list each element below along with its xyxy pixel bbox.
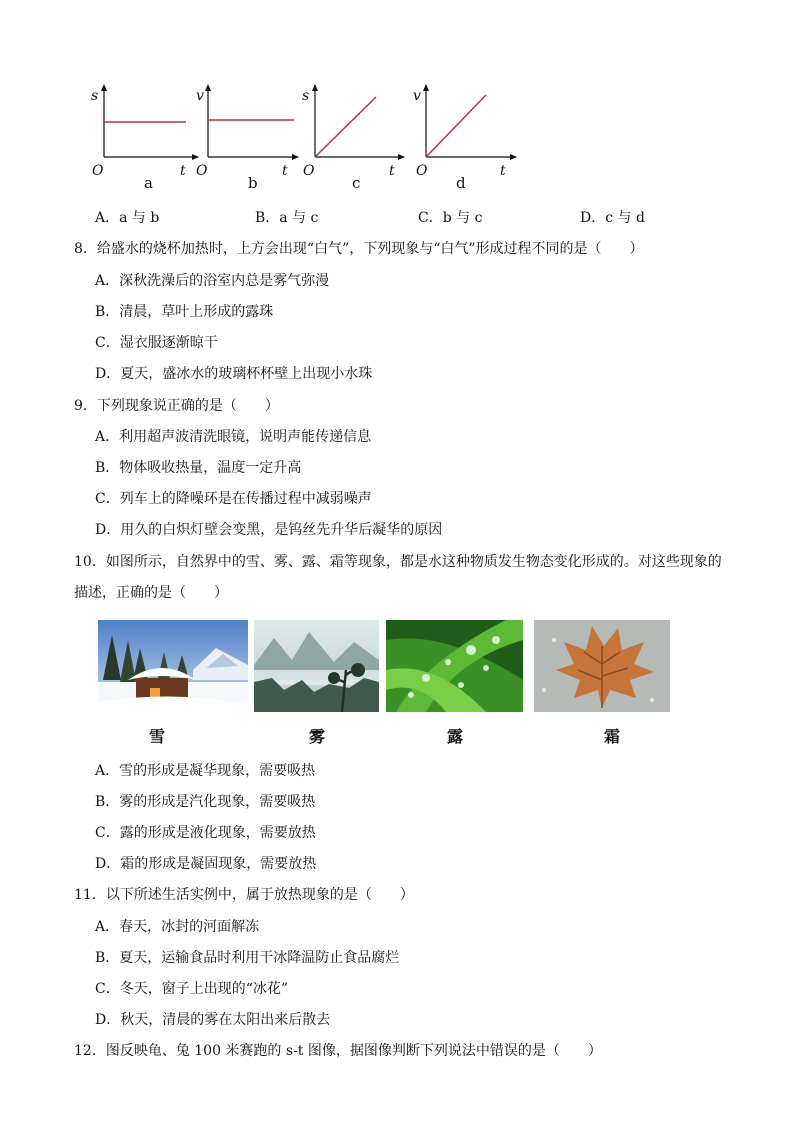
q10-stem-line2: 描述，正确的是（ ） [74, 585, 228, 601]
graph-a-y-label: s [91, 88, 99, 104]
graph-a-caption: a [144, 174, 153, 192]
q7-graphs-svg [86, 80, 526, 195]
graph-b-x-label: t [282, 163, 288, 179]
q7-option-c: C．b 与 c [418, 210, 483, 226]
graph-c-x-label: t [389, 163, 395, 179]
photo-caption-frost: 霜 [603, 727, 620, 746]
q7-option-a: A．a 与 b [95, 210, 160, 226]
q10-option-a: A．雪的形成是凝华现象，需要吸热 [95, 763, 316, 779]
graph-d-line [426, 95, 486, 157]
graph-c-origin: O [303, 163, 315, 179]
graph-b-origin: O [196, 163, 208, 179]
q10-option-d: D．霜的形成是凝固现象，需要放热 [95, 856, 317, 872]
graph-c-y-label: s [302, 88, 310, 104]
graph-c-caption: c [352, 174, 361, 192]
q10-stem-line1: 10．如图所示，自然界中的雪、雾、露、霜等现象，都是水这种物质发生物态变化形成的。对这些现象的 [74, 554, 722, 570]
graph-a [91, 85, 198, 192]
snowy-cabin-photo [98, 620, 248, 712]
graph-a-origin: O [92, 163, 104, 179]
q8-stem: 8．给盛水的烧杯加热时，上方会出现“白气”，下列现象与“白气”形成过程不同的是（ ） [74, 241, 644, 257]
dew-leaf-photo [386, 620, 523, 712]
photo-caption-fog: 雾 [308, 727, 325, 746]
q7-option-d: D．c 与 d [580, 210, 645, 226]
graph-c [302, 85, 404, 192]
q9-option-b: B．物体吸收热量，温度一定升高 [95, 460, 302, 476]
foggy-mountain-photo [254, 620, 379, 712]
q8-option-c: C．湿衣服逐渐晾干 [95, 335, 218, 351]
graph-b-y-label: v [196, 88, 204, 104]
photo-caption-dew: 露 [446, 727, 463, 746]
q11-option-b: B．夏天，运输食品时利用干冰降温防止食品腐烂 [95, 950, 400, 966]
q8-option-d: D．夏天，盛冰水的玻璃杯杯壁上出现小水珠 [95, 366, 373, 382]
graph-d-caption: d [456, 174, 466, 192]
q11-option-c: C．冬天，窗子上出现的“冰花” [95, 981, 289, 997]
q8-option-a: A．深秋洗澡后的浴室内总是雾气弥漫 [95, 273, 330, 289]
q10-option-b: B．雾的形成是汽化现象，需要吸热 [95, 794, 316, 810]
q11-option-d: D．秋天，清晨的雾在太阳出来后散去 [95, 1012, 331, 1028]
q12-stem: 12．图反映龟、兔 100 米赛跑的 s-t 图像，据图像判断下列说法中错误的是（ ） [74, 1043, 602, 1059]
q7-option-b: B．a 与 c [255, 210, 319, 226]
q9-option-c: C．列车上的降噪环是在传播过程中减弱噪声 [95, 491, 372, 507]
photo-caption-snow: 雪 [148, 727, 165, 746]
q9-stem: 9．下列现象说正确的是（ ） [74, 398, 279, 414]
q11-stem: 11．以下所述生活实例中，属于放热现象的是（ ） [74, 887, 414, 903]
graph-d-origin: O [416, 163, 428, 179]
q9-option-d: D．用久的白炽灯壁会变黑，是钨丝先升华后凝华的原因 [95, 522, 443, 538]
graph-a-x-label: t [180, 163, 186, 179]
graph-d-y-label: v [413, 88, 421, 104]
q8-option-b: B．清晨，草叶上形成的露珠 [95, 304, 274, 320]
q7-graph-group [86, 80, 526, 195]
frosted-leaf-photo [534, 620, 670, 712]
graph-d-x-label: t [500, 163, 506, 179]
q11-option-a: A．春天，冰封的河面解冻 [95, 919, 260, 935]
q9-option-a: A．利用超声波清洗眼镜，说明声能传递信息 [95, 429, 372, 445]
graph-b [196, 85, 298, 192]
graph-c-line [315, 97, 376, 157]
graph-d [413, 85, 516, 192]
graph-b-caption: b [248, 174, 258, 192]
q10-option-c: C．露的形成是液化现象，需要放热 [95, 825, 316, 841]
